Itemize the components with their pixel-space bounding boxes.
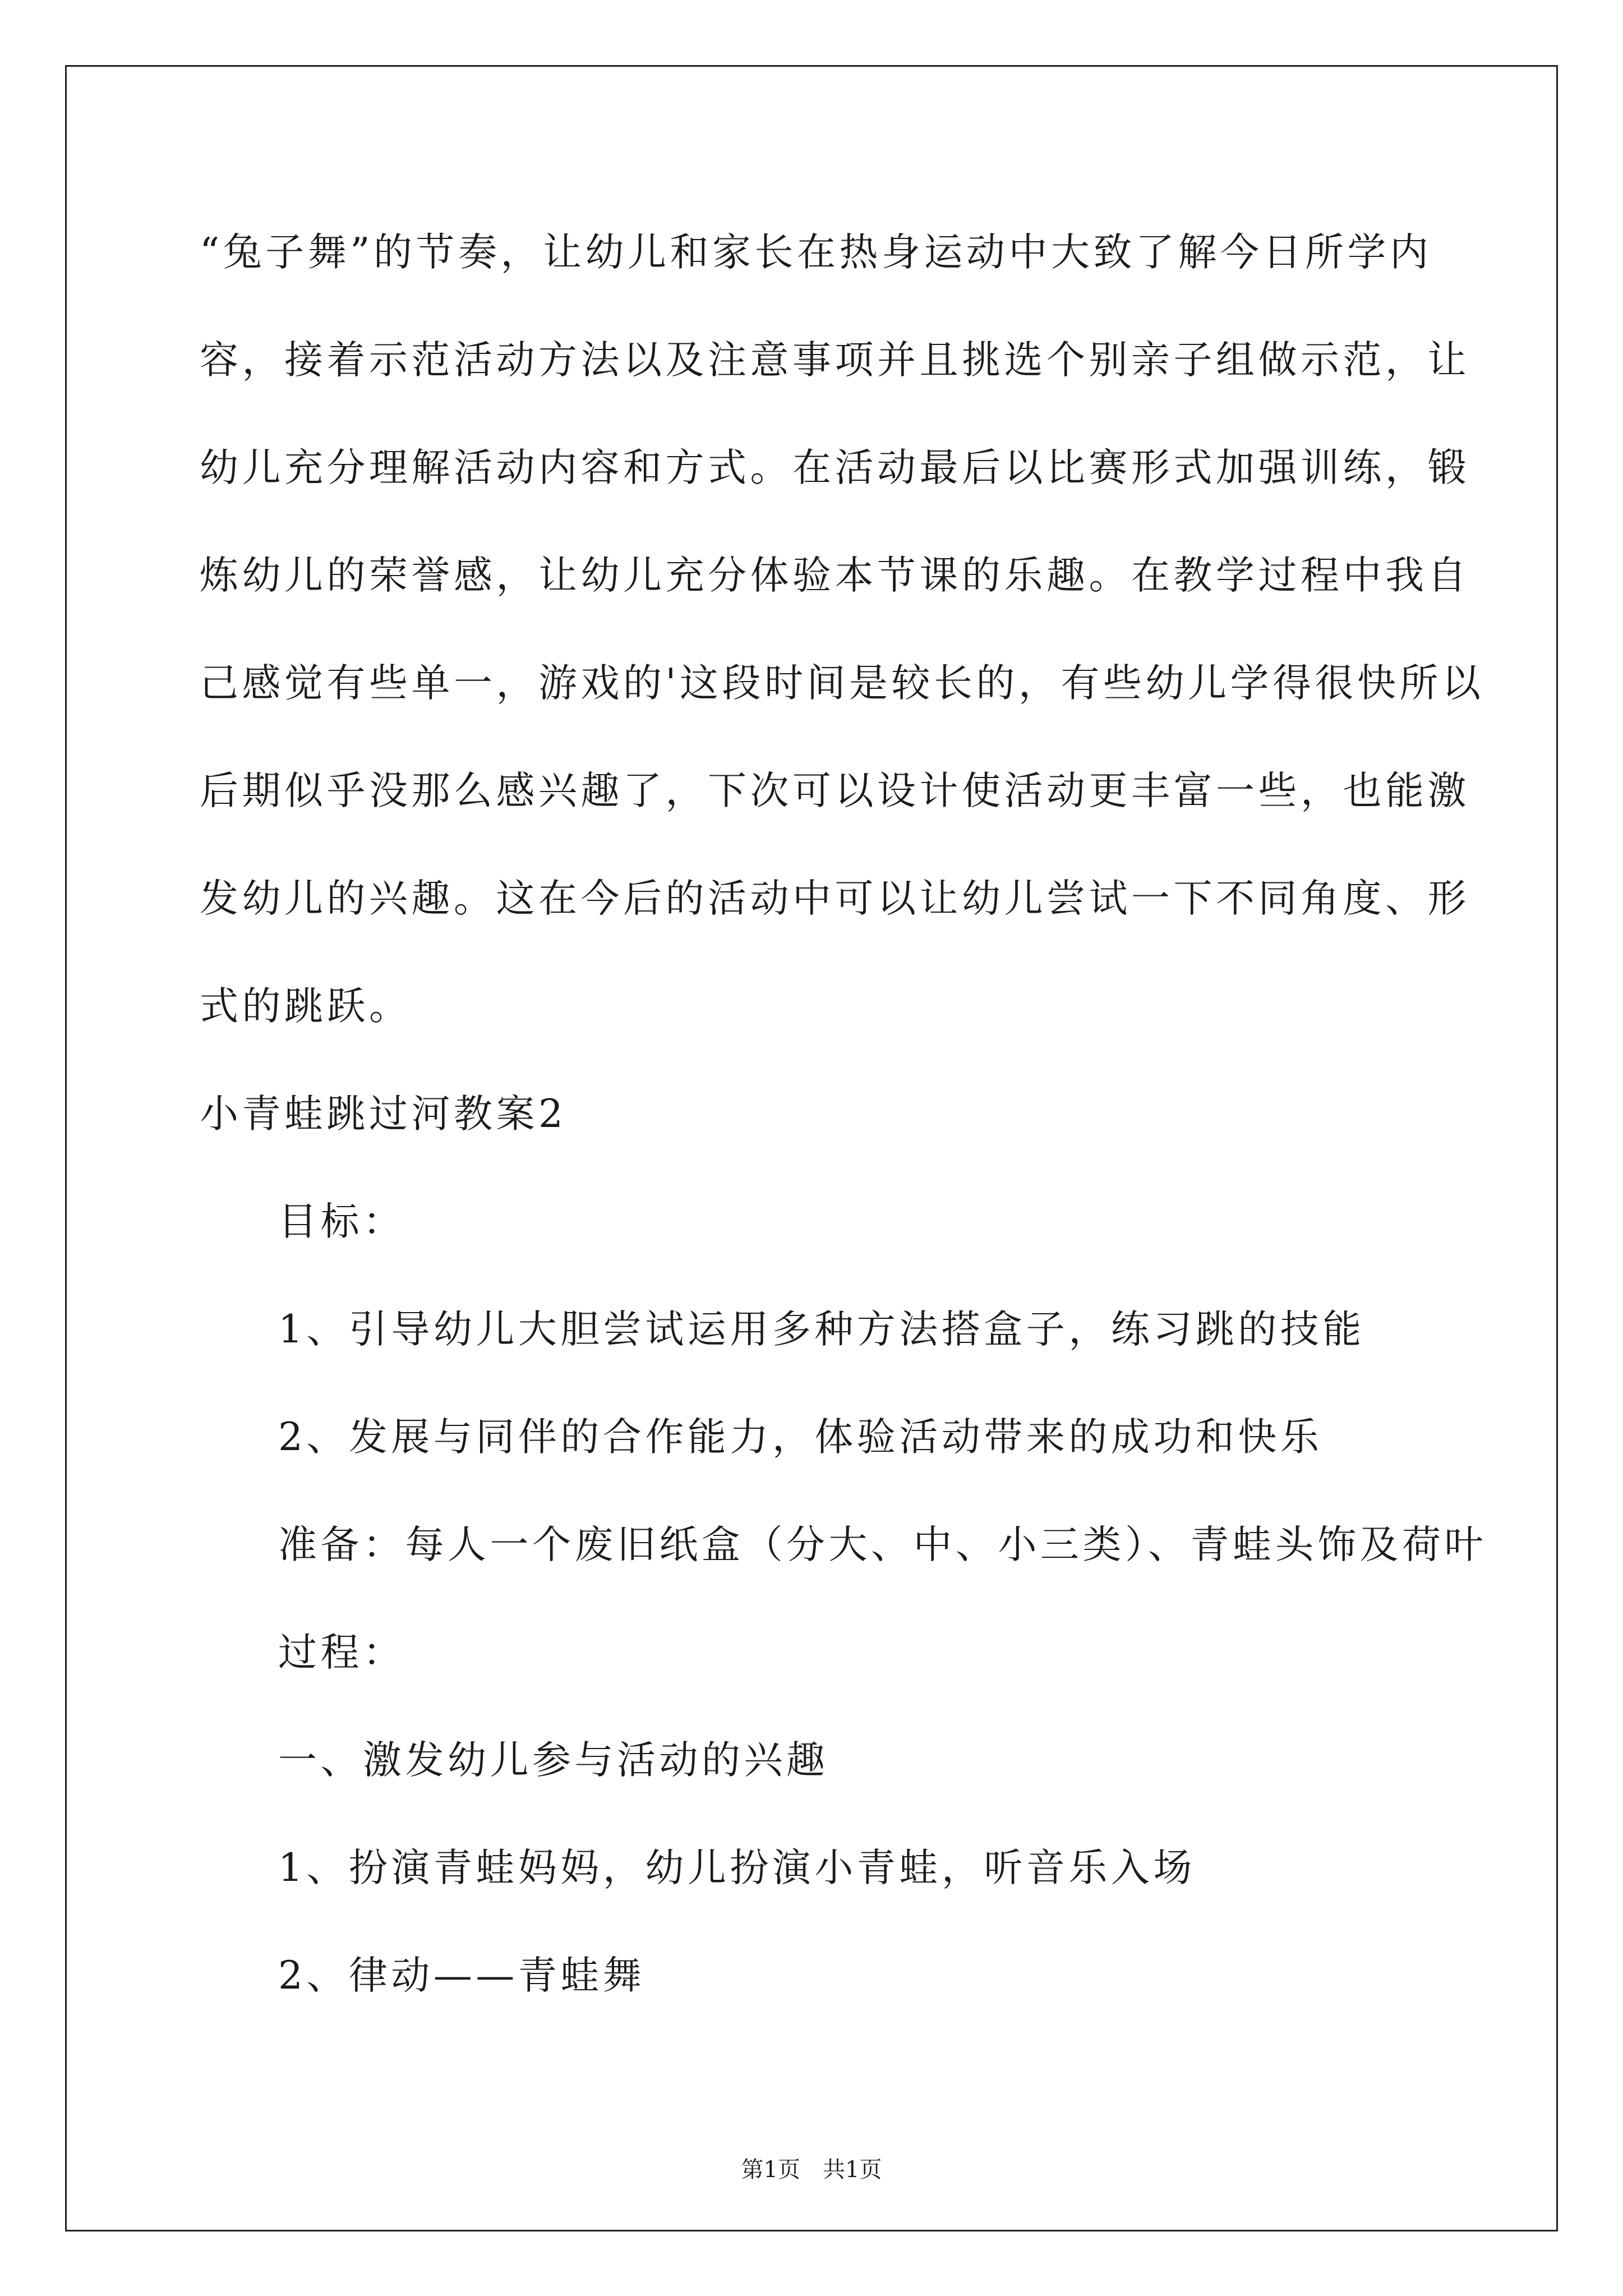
goal-label: 目标： (278, 1199, 405, 1244)
step-heading: 一、激发幼儿参与活动的兴趣 (278, 1738, 829, 1783)
step-item-1: 1、扮演青蛙妈妈，幼儿扮演小青蛙，听音乐入场 (278, 1846, 1196, 1890)
paragraph-line-4: 炼幼儿的荣誉感，让幼儿充分体验本节课的乐趣。在教学过程中我自 (200, 553, 1470, 598)
paragraph-line-6: 后期似乎没那么感兴趣了，下次可以设计使活动更丰富一些，也能激 (200, 769, 1470, 813)
paragraph-line-7: 发幼儿的兴趣。这在今后的活动中可以让幼儿尝试一下不同角度、形 (200, 876, 1470, 921)
step-item-2: 2、律动——青蛙舞 (278, 1953, 645, 1998)
paragraph-line-3: 幼儿充分理解活动内容和方式。在活动最后以比赛形式加强训练，锻 (200, 445, 1470, 490)
goal-item-2: 2、发展与同伴的合作能力，体验活动带来的成功和快乐 (278, 1415, 1323, 1460)
process-label: 过程： (278, 1630, 405, 1675)
preparation-text: 准备：每人一个废旧纸盒（分大、中、小三类）、青蛙头饰及荷叶 (278, 1522, 1487, 1567)
page-border (65, 65, 1558, 2231)
paragraph-line-1: “兔子舞”的节奏，让幼儿和家长在热身运动中大致了解今日所学内 (200, 230, 1432, 275)
paragraph-line-5: 己感觉有些单一，游戏的'这段时间是较长的，有些幼儿学得很快所以 (200, 661, 1484, 706)
page-footer: 第1页 共1页 (741, 2157, 882, 2183)
paragraph-line-8: 式的跳跃。 (200, 984, 412, 1029)
section-title: 小青蛙跳过河教案2 (200, 1092, 567, 1137)
paragraph-line-2: 容，接着示范活动方法以及注意事项并且挑选个别亲子组做示范，让 (200, 338, 1470, 383)
goal-item-1: 1、引导幼儿大胆尝试运用多种方法搭盒子，练习跳的技能 (278, 1307, 1365, 1352)
